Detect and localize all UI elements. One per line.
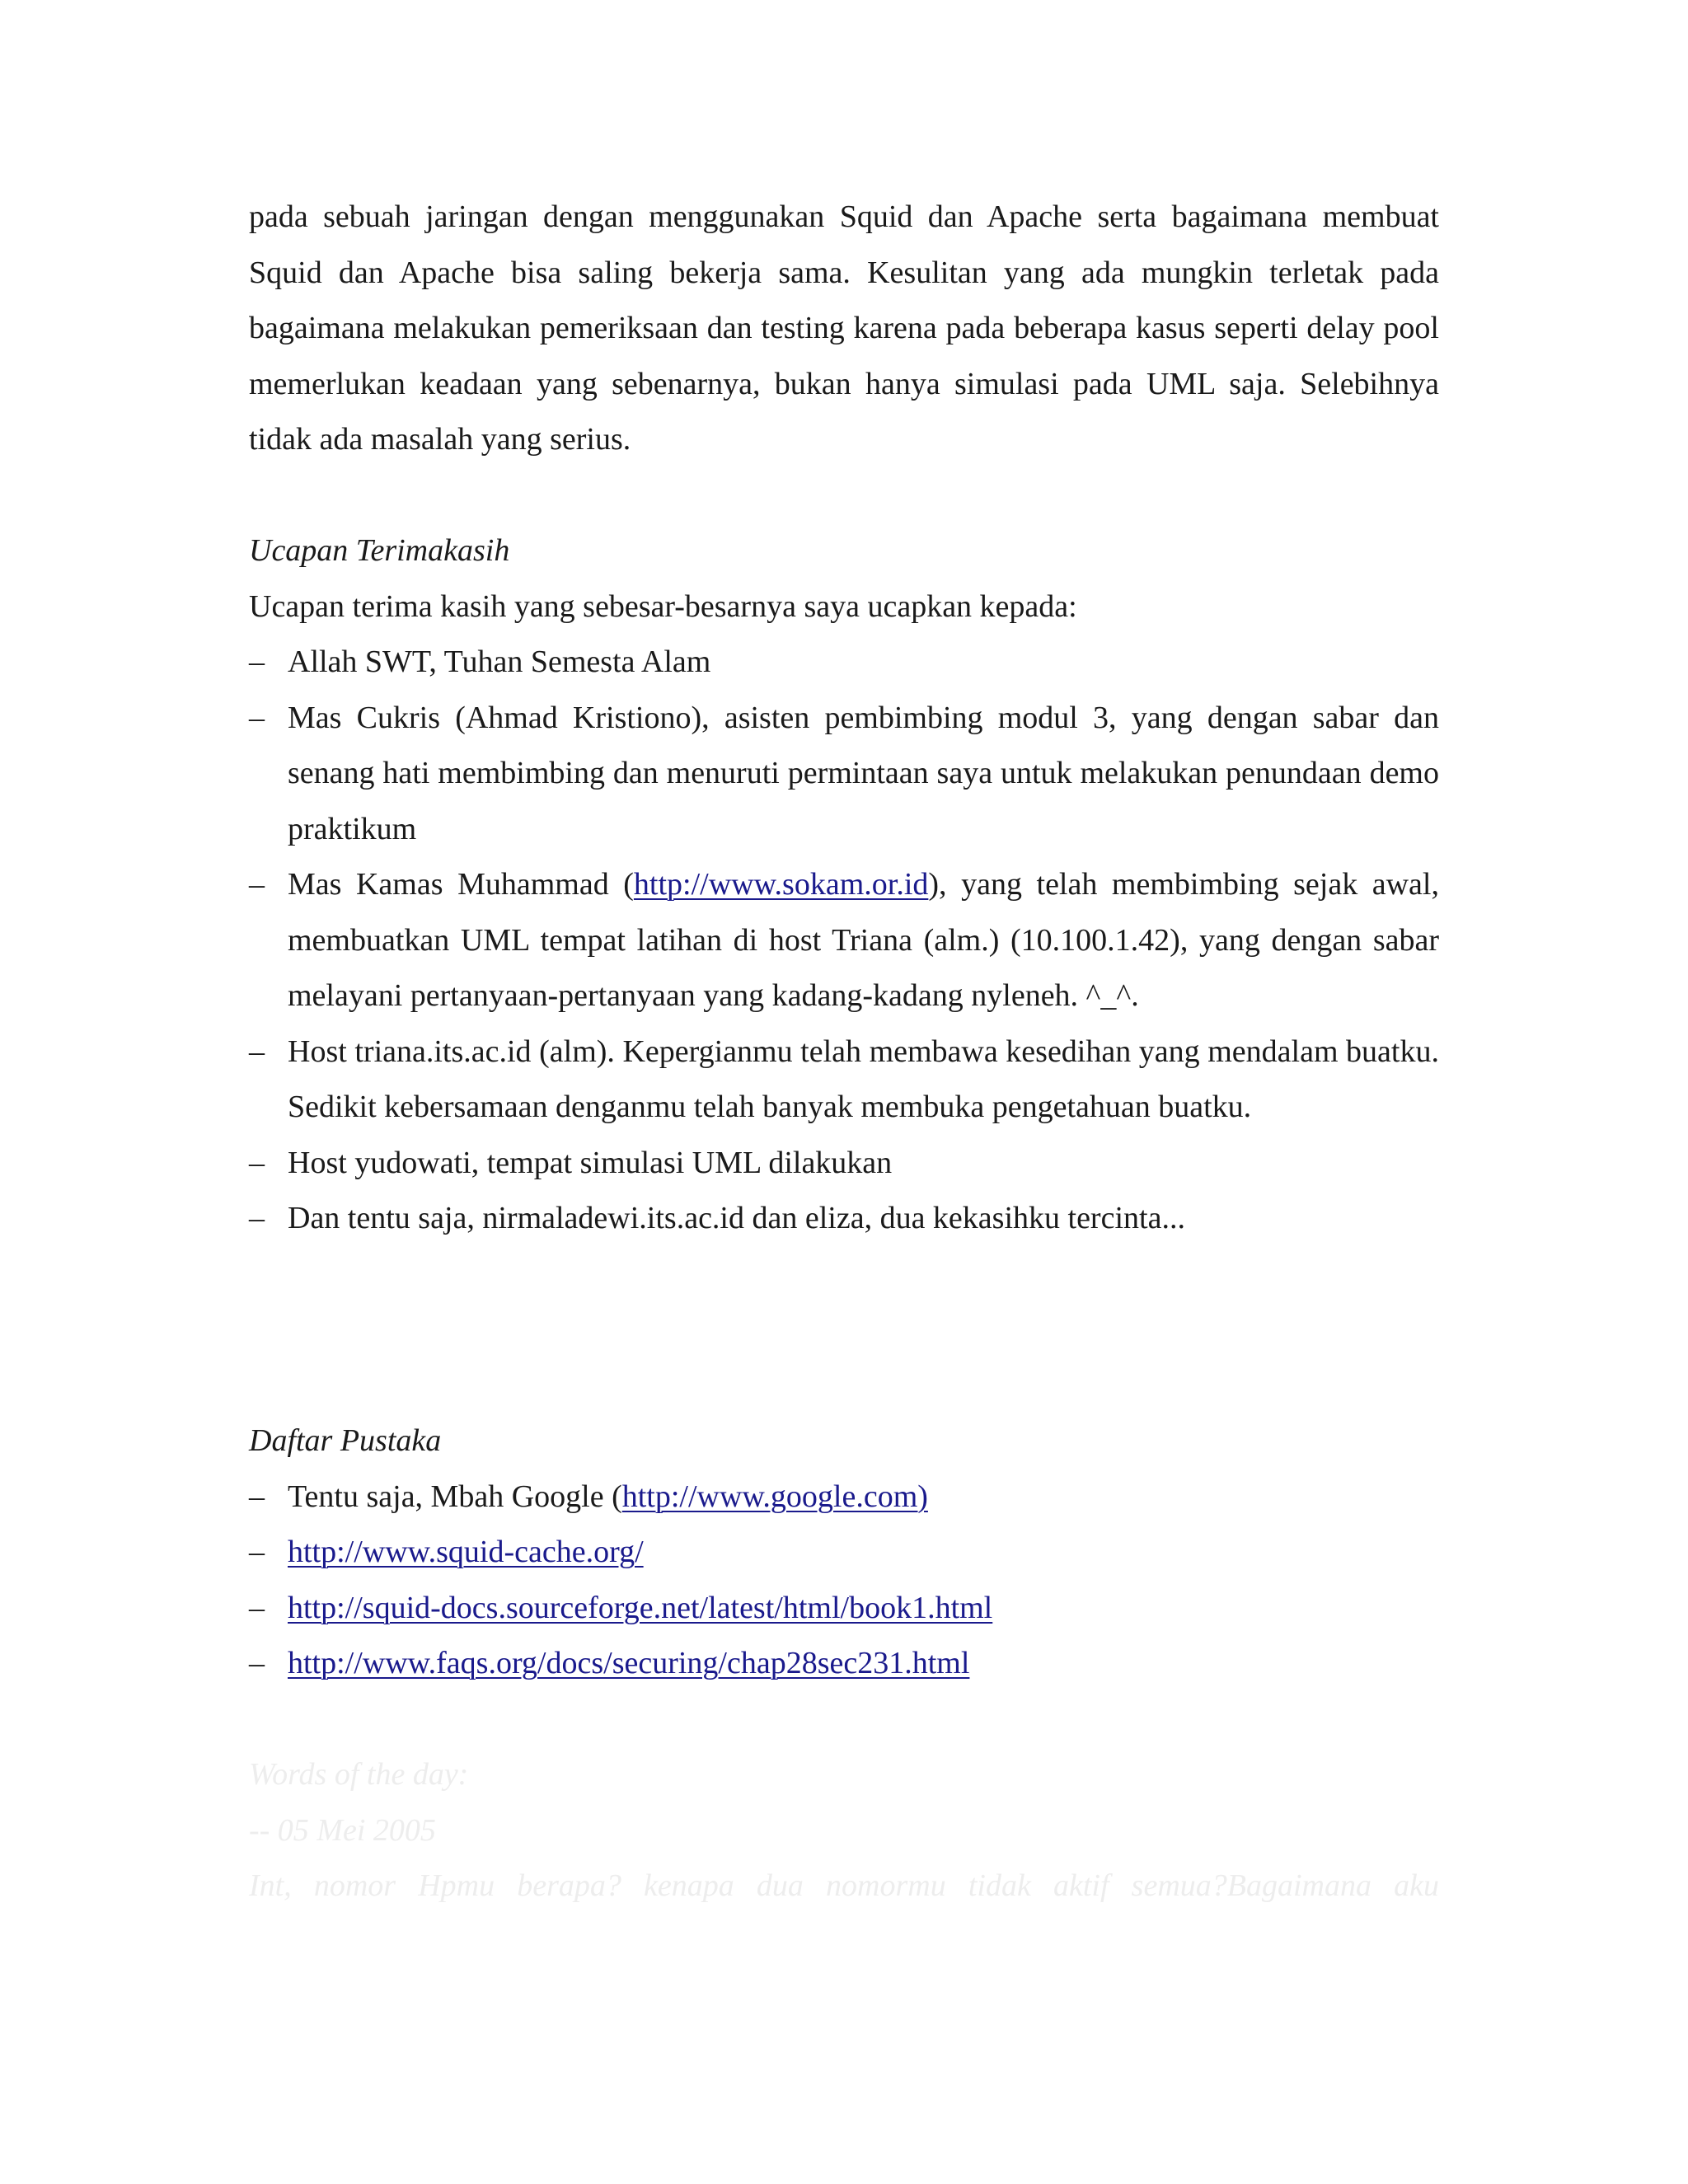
dash-bullet: – [249, 700, 265, 735]
faded-words-of-the-day: Words of the day: [249, 1757, 469, 1792]
list-item [249, 1024, 1439, 1136]
list-item-text-after: ), yang telah membimbing sejak awal, membuatkan UML tempat latihan di host Triana (alm.) (10.100.1.42), yang dengan sabar melayani pertanyaan-pertanyaan yang kadang-kadang nyleneh. ^_^. [288, 867, 1439, 1013]
references-heading: Daftar Pustaka [249, 1423, 442, 1458]
dash-bullet: – [249, 1033, 265, 1069]
list-item [249, 857, 1439, 1024]
google-link[interactable]: http://www.google.com) [621, 1479, 928, 1514]
list-item [249, 1581, 1439, 1637]
acknowledgements-list [249, 635, 1439, 1247]
dash-bullet: – [249, 1646, 265, 1680]
acknowledgements-heading: Ucapan Terimakasih [249, 533, 510, 568]
references-list [249, 1469, 1439, 1692]
faded-message: Int, nomor Hpmu berapa? kenapa dua nomormu tidak aktif semua?Bagaimana aku [249, 1868, 1439, 1903]
dash-bullet: – [249, 1535, 265, 1569]
list-item-text: Host yudowati, tempat simulasi UML dilakukan [288, 1145, 893, 1180]
list-item [249, 1469, 1439, 1526]
faqs-link[interactable]: http://www.faqs.org/docs/securing/chap28sec231.html [288, 1646, 970, 1680]
dash-bullet: – [249, 1479, 265, 1514]
list-item [249, 635, 1439, 691]
sokam-link[interactable]: http://www.sokam.or.id [633, 867, 929, 902]
spacer [249, 468, 1439, 524]
dash-bullet: – [249, 1145, 265, 1180]
list-item-text-before: Tentu saja, Mbah Google ( [288, 1479, 622, 1514]
squid-cache-link[interactable]: http://www.squid-cache.org/ [288, 1535, 644, 1569]
list-item-text: Allah SWT, Tuhan Semesta Alam [288, 644, 711, 679]
list-item-text-before: Mas Kamas Muhammad ( [288, 867, 634, 902]
list-item-text: Mas Cukris (Ahmad Kristiono), asisten pembimbing modul 3, yang dengan sabar dan senang hati membimbing dan menuruti permintaan saya untuk melakukan penundaan demo praktikum [288, 700, 1439, 846]
list-item [249, 1136, 1439, 1192]
list-item [249, 1191, 1439, 1247]
dash-bullet: – [249, 867, 265, 902]
squid-docs-link[interactable]: http://squid-docs.sourceforge.net/latest/html/book1.html [288, 1590, 993, 1625]
list-item [249, 691, 1439, 858]
list-item-text: Dan tentu saja, nirmaladewi.its.ac.id dan eliza, dua kekasihku tercinta... [288, 1201, 1185, 1235]
spacer [249, 1247, 1439, 1414]
list-item [249, 1525, 1439, 1581]
list-item [249, 1636, 1439, 1692]
dash-bullet: – [249, 644, 265, 679]
intro-paragraph: pada sebuah jaringan dengan menggunakan Squid dan Apache serta bagaimana membuat Squid dan Apache bisa saling bekerja sama. Kesulitan yang ada mungkin terletak pada bagaimana melakukan pemeriksaan dan testing karena pada beberapa kasus seperti delay pool memerlukan keadaan yang sebenarnya, bukan hanya simulasi pada UML saja. Selebihnya tidak ada masalah yang serius. [249, 199, 1439, 457]
dash-bullet: – [249, 1590, 265, 1625]
acknowledgements-lead: Ucapan terima kasih yang sebesar-besarnya saya ucapkan kepada: [249, 588, 1077, 624]
spacer [249, 1692, 1439, 1748]
document-page [249, 190, 1439, 1915]
dash-bullet: – [249, 1201, 265, 1235]
list-item-text: Host triana.its.ac.id (alm). Kepergianmu telah membawa kesedihan yang mendalam buatku. Sedikit kebersamaan denganmu telah banyak membuka pengetahuan buatku. [288, 1033, 1439, 1124]
faded-date: -- 05 Mei 2005 [249, 1812, 436, 1848]
